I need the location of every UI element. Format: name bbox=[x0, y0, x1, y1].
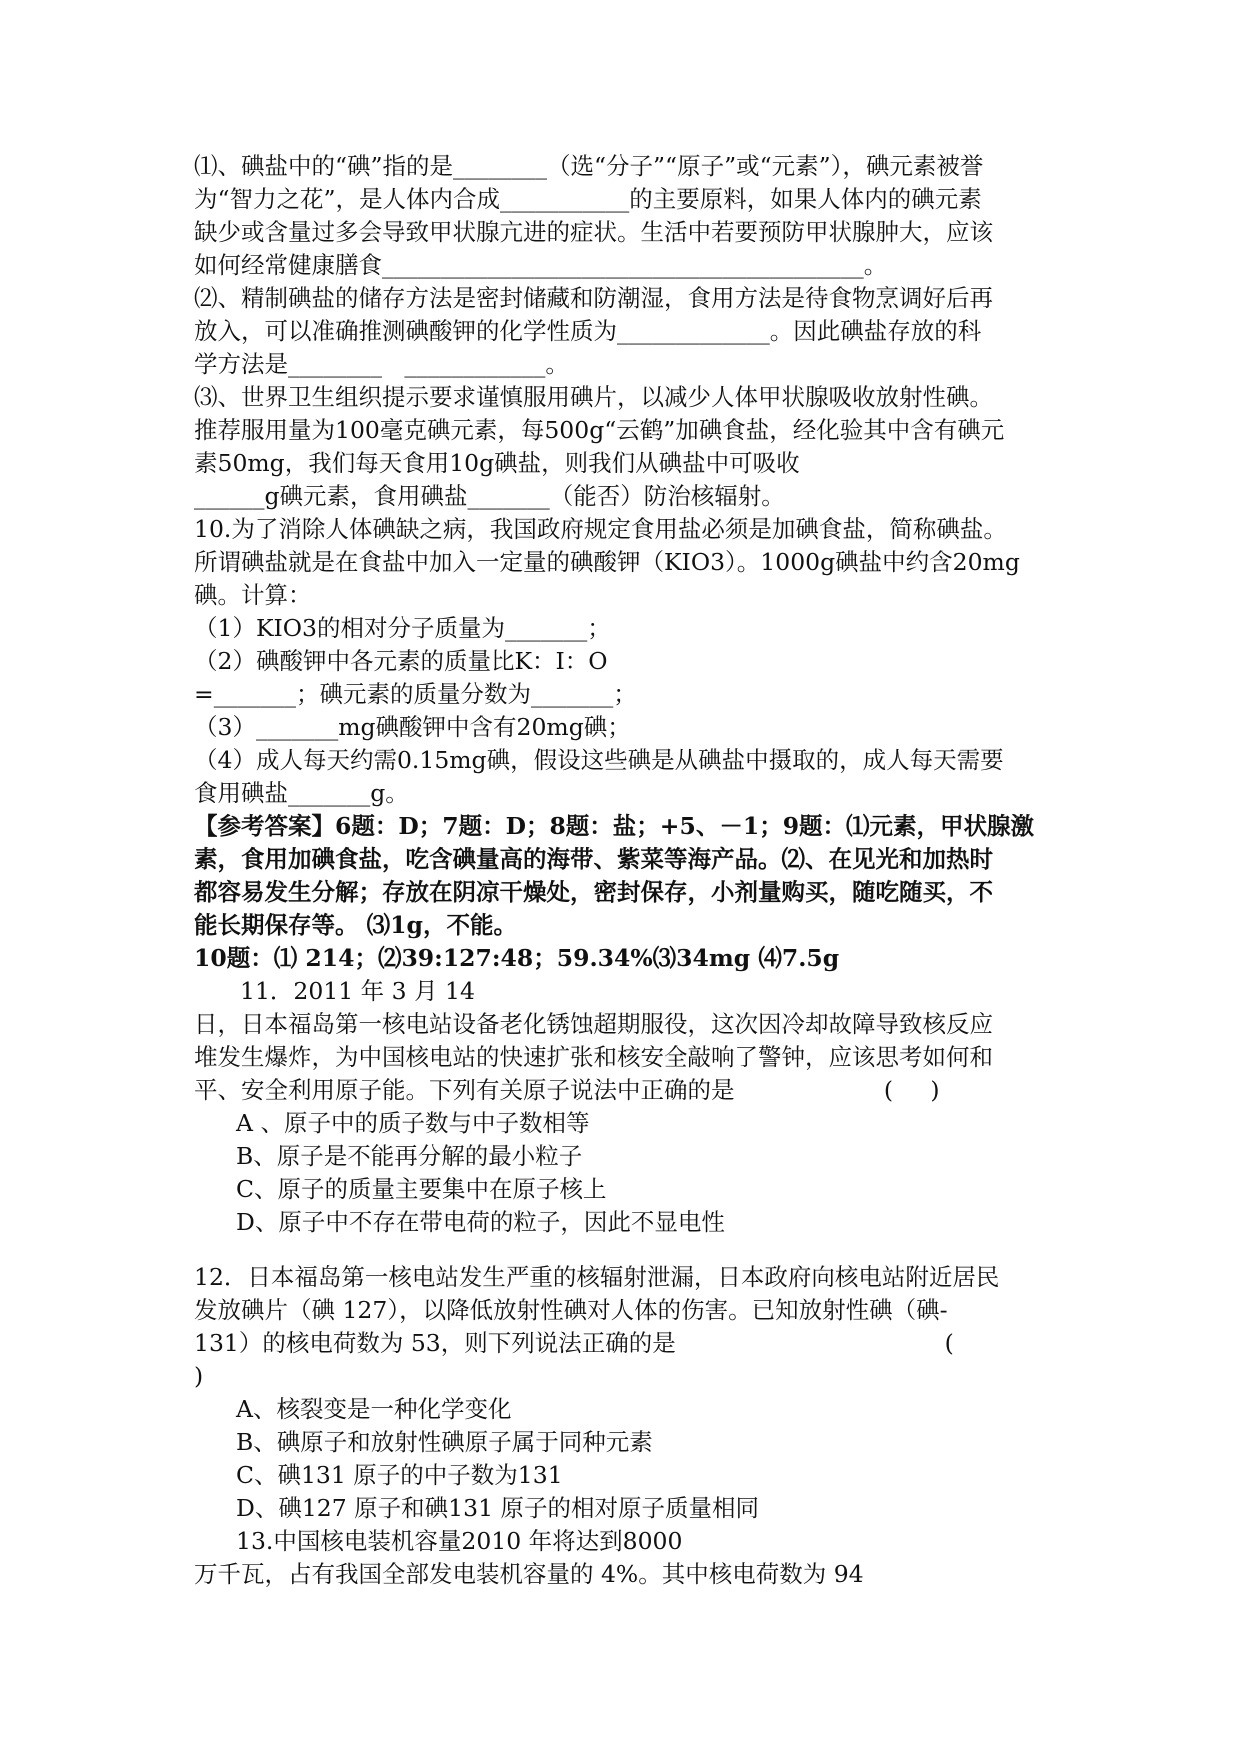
text-line: 缺少或含量过多会导致甲状腺亢进的症状。生活中若要预防甲状腺肿大，应该 bbox=[194, 218, 993, 246]
text-line: 为“智力之花”，是人体内合成___________的主要原料，如果人体内的碘元素 bbox=[194, 185, 982, 213]
text-line: 推荐服用量为100毫克碘元素，每500g“云鹤”加碘食盐，经化验其中含有碘元 bbox=[194, 416, 1005, 444]
option-line: B、碘原子和放射性碘原子属于同种元素 bbox=[236, 1428, 653, 1456]
question-number: 13.中国核电装机容量2010 年将达到8000 bbox=[236, 1527, 683, 1555]
text-line: 食用碘盐_______g。 bbox=[194, 779, 409, 807]
answer-line: 10题：⑴ 214；⑵39:127:48；59.34%⑶34mg ⑷7.5g bbox=[194, 944, 840, 972]
text-line: 10.为了消除人体碘缺之病，我国政府规定食用盐必须是加碘食盐，简称碘盐。 bbox=[194, 515, 1007, 543]
text-line: =_______；碘元素的质量分数为_______； bbox=[194, 680, 637, 708]
text-line: 放入，可以准确推测碘酸钾的化学性质为_____________。因此碘盐存放的科 bbox=[194, 317, 982, 345]
option-line: C、原子的质量主要集中在原子核上 bbox=[236, 1175, 607, 1203]
text-line: 发放碘片（碘 127），以降低放射性碘对人体的伤害。已知放射性碘（碘- bbox=[194, 1296, 948, 1324]
text-line: （1）KIO3的相对分子质量为_______； bbox=[194, 614, 611, 642]
text-line: 所谓碘盐就是在食盐中加入一定量的碘酸钾（KIO3）。1000g碘盐中约含20mg bbox=[194, 548, 1020, 576]
text-line: （2）碘酸钾中各元素的质量比K：I：O bbox=[194, 647, 608, 675]
text-line: 日，日本福岛第一核电站设备老化锈蚀超期服役，这次因冷却故障导致核反应 bbox=[194, 1010, 993, 1038]
text-line: ) bbox=[194, 1362, 204, 1390]
text-line: ⑵、精制碘盐的储存方法是密封储藏和防潮湿，食用方法是待食物烹调好后再 bbox=[194, 284, 993, 312]
option-line: A、核裂变是一种化学变化 bbox=[236, 1395, 512, 1423]
text-line: 堆发生爆炸，为中国核电站的快速扩张和核安全敲响了警钟，应该思考如何和 bbox=[194, 1043, 993, 1071]
question-number: 11．2011 年 3 月 14 bbox=[240, 977, 475, 1005]
text-line: 学方法是________ ____________。 bbox=[194, 350, 569, 378]
text-line: 碘。计算： bbox=[194, 581, 312, 609]
text-line: 12．日本福岛第一核电站发生严重的核辐射泄漏，日本政府向核电站附近居民 bbox=[194, 1263, 1000, 1291]
text-line: ⑶、世界卫生组织提示要求谨慎服用碘片，以减少人体甲状腺吸收放射性碘。 bbox=[194, 383, 993, 411]
text-line: ⑴、碘盐中的“碘”指的是________（选“分子”“原子”或“元素”），碘元素被誉 bbox=[194, 152, 984, 180]
text-line: 素50mg，我们每天食用10g碘盐，则我们从碘盐中可吸收 bbox=[194, 449, 800, 477]
option-line: A 、原子中的质子数与中子数相等 bbox=[236, 1109, 590, 1137]
text-line: ______g碘元素，食用碘盐_______（能否）防治核辐射。 bbox=[194, 482, 785, 510]
answer-line: 都容易发生分解；存放在阴凉干燥处，密封保存，小剂量购买，随吃随买，不 bbox=[194, 878, 993, 906]
answer-line: 【参考答案】6题：D；7题：D；8题：盐；+5、－1；9题：⑴元素，甲状腺激 bbox=[194, 812, 1035, 840]
option-line: D、原子中不存在带电荷的粒子，因此不显电性 bbox=[236, 1208, 725, 1236]
option-line: D、碘127 原子和碘131 原子的相对原子质量相同 bbox=[236, 1494, 759, 1522]
text-line: 如何经常健康膳食_________________________________________。 bbox=[194, 251, 888, 279]
answer-line: 素，食用加碘食盐，吃含碘量高的海带、紫菜等海产品。⑵、在见光和加热时 bbox=[194, 845, 993, 873]
text-line: 平、安全利用原子能。下列有关原子说法中正确的是 ( ) bbox=[194, 1076, 940, 1104]
option-line: B、原子是不能再分解的最小粒子 bbox=[236, 1142, 583, 1170]
option-line: C、碘131 原子的中子数为131 bbox=[236, 1461, 563, 1489]
answer-line: 能长期保存等。 ⑶1g，不能。 bbox=[194, 911, 517, 939]
text-line: 131）的核电荷数为 53，则下列说法正确的是 ( bbox=[194, 1329, 954, 1357]
text-line: （3）_______mg碘酸钾中含有20mg碘； bbox=[194, 713, 631, 741]
text-line: （4）成人每天约需0.15mg碘，假设这些碘是从碘盐中摄取的，成人每天需要 bbox=[194, 746, 1004, 774]
text-line: 万千瓦，占有我国全部发电装机容量的 4%。其中核电荷数为 94 bbox=[194, 1560, 864, 1588]
